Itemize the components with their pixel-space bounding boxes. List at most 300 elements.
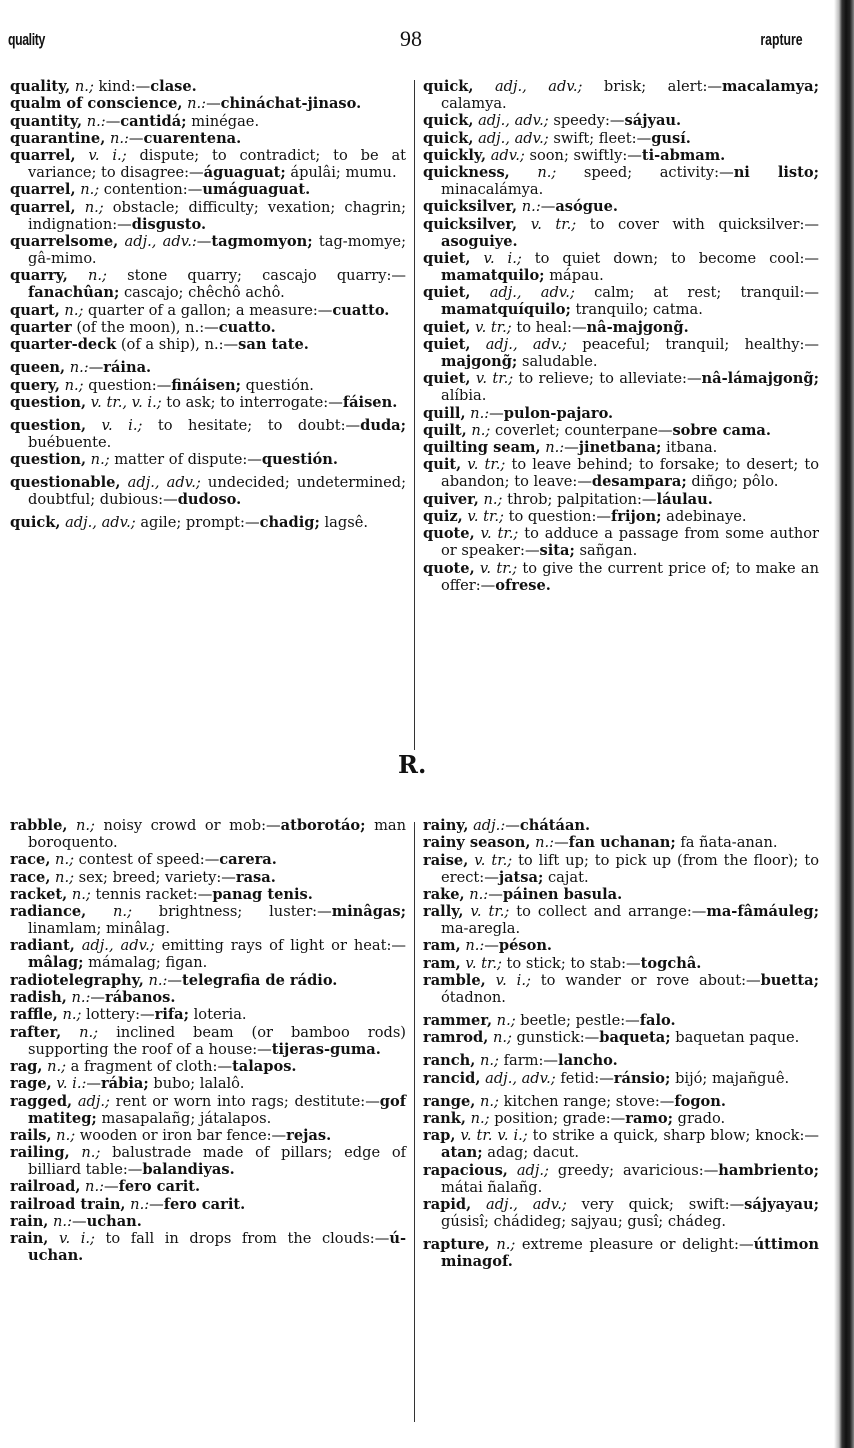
definition: to stick; to stab:— [501,954,641,972]
definition: stone quarry; cascajo quarry:— [106,267,406,285]
translation: ma-fâmáuleg; [706,903,819,921]
translation: ráina. [103,359,152,377]
grammar-label: n.; [90,451,110,469]
translation: mamatquilo; [441,267,545,285]
alternate-forms: cascajo; chêchô achô. [119,284,285,302]
headword: radiance, [10,903,87,921]
dictionary-entry [10,95,406,112]
headword: quarry, [10,267,68,285]
dictionary-entry [423,560,819,594]
dictionary-entry [10,147,406,181]
grammar-label: n.: [148,971,168,989]
grammar-label: n.; [71,885,91,903]
dictionary-entry [10,474,406,508]
definition: to quiet down; to become cool:— [521,250,820,268]
translation: baqueta; [599,1029,671,1047]
headword: query, [10,376,60,394]
headword: rally, [423,903,464,921]
translation: rasa. [235,868,276,886]
dictionary-entry [423,250,819,284]
translation: falo. [639,1012,676,1030]
headword: quiet, [423,335,471,353]
translation: chináchat-jinaso. [220,95,362,113]
definition: to relieve; to alleviate:— [513,370,702,388]
dictionary-entry [423,1093,819,1110]
grammar-label: adj., adv.; [485,335,567,353]
headword: radish, [10,989,67,1007]
headword: ram, [423,954,461,972]
headword: quick, [10,514,61,532]
headword: qualm of conscience, [10,95,183,113]
grammar-label: n.; [64,301,84,319]
grammar-label: adj., adv.; [65,514,136,532]
dictionary-entry [423,508,819,525]
grammar-label: v. tr.; [467,508,504,526]
headword: rapacious, [423,1161,508,1179]
grammar-label: adj., adv.; [478,112,549,130]
alternate-forms: calamya. [441,95,507,112]
translation: rifa; [154,1006,189,1024]
translation: telegrafia de rádio. [182,971,338,989]
alternate-forms: lagsê. [319,514,368,532]
alternate-forms: mápau. [544,267,604,285]
grammar-label: n.: [130,1195,150,1213]
definition: — [206,95,221,113]
grammar-label: v. i.; [495,972,531,990]
grammar-label: adj., adv.; [494,78,583,95]
translation: sita; [539,542,575,560]
definition: wooden or iron bar fence:— [75,1126,287,1144]
translation: rejas. [286,1126,332,1144]
grammar-label: adj., adv.; [485,1069,556,1087]
headword: quick, [423,129,474,147]
dictionary-entry [423,422,819,439]
headword: quart, [10,301,60,319]
definition: to give the current price of; to make an offer:— [441,559,819,594]
headword: question, [10,393,87,411]
definition: agile; prompt:— [135,514,260,532]
definition: — [90,989,106,1007]
alternate-forms: baquetan paque. [670,1029,800,1047]
definition: to ask; to interrogate:— [161,393,343,411]
dictionary-entry [423,112,819,129]
dictionary-entry [423,1236,819,1270]
definition: — [196,233,212,251]
dictionary-entry [423,972,819,1006]
translation: fero carit. [118,1178,201,1196]
alternate-forms: grado. [673,1109,726,1127]
grammar-label: adj., adv.: [124,233,197,251]
headword: radiant, [10,937,75,955]
headword: rake, [423,885,465,903]
translation: buetta; [760,972,820,990]
dictionary-entry [10,377,406,394]
dictionary-entry [423,1127,819,1161]
definition: (of a ship), n.:— [116,336,239,354]
alternate-forms: bubo; lalalô. [148,1075,245,1093]
headword: quick, [423,78,474,95]
dictionary-entry [10,78,406,95]
section-letter-heading: R. [398,750,427,779]
definition: contest of speed:— [74,851,220,869]
translation: sobre cama. [672,421,771,439]
dictionary-entry [10,417,406,451]
translation: asoguiye. [441,232,518,250]
headword: quiet, [423,284,471,302]
alternate-forms: fa ñata-anan. [675,834,778,852]
grammar-label: v. tr.; [467,456,506,474]
definition: quarter of a gallon; a measure:— [83,301,333,319]
grammar-label: n.; [496,1235,516,1253]
grammar-label: n.; [492,1029,512,1047]
definition: soon; swiftly:— [524,146,642,164]
alternate-forms: ma-aregla. [441,920,521,938]
headword: quarrelsome, [10,233,119,251]
grammar-label: n.; [76,817,95,834]
definition: tennis racket:— [90,885,213,903]
definition: — [488,885,503,903]
right-guide-word: rapture [760,30,803,49]
translation: minâgas; [331,903,407,921]
grammar-label: v. i.; [101,416,143,434]
definition: gunstick:— [511,1029,600,1047]
translation: ni listo; [733,164,819,182]
headword: questionable, [10,474,121,492]
grammar-label: n.; [479,1052,499,1070]
translation: chátáan. [519,817,591,834]
dictionary-entry [423,1012,819,1029]
translation: dudoso. [177,491,242,509]
translation: fero carit. [163,1195,246,1213]
definition: kind:— [93,78,151,95]
grammar-label: v. tr.; [530,215,577,233]
alternate-forms: mámalag; figan. [83,954,208,972]
headword: quicksilver, [423,198,518,216]
headword: rainy season, [423,834,531,852]
dictionary-entry [423,955,819,972]
definition: brisk; alert:— [582,78,722,95]
definition: contention:— [99,181,203,199]
grammar-label: n.; [79,1023,99,1041]
translation: fináisen; [171,376,242,394]
r-left-column [10,817,406,1265]
dictionary-entry [10,972,406,989]
dictionary-entry [10,302,406,319]
grammar-label: n.: [53,1213,72,1231]
grammar-label: v. tr.; [475,370,514,388]
definition: question:— [83,376,172,394]
translation: fogon. [674,1092,726,1110]
translation: jatsa; [498,868,544,886]
headword: rain, [10,1213,49,1231]
dictionary-entry [10,181,406,198]
headword: railroad, [10,1178,81,1196]
headword: rancid, [423,1069,481,1087]
dictionary-entry [10,1058,406,1075]
dictionary-entry [10,1093,406,1127]
dictionary-entry [423,1162,819,1196]
grammar-label: v. i.; [483,250,522,268]
headword: quickness, [423,164,510,182]
headword: racket, [10,885,68,903]
translation: nâ-lámajgong̃; [701,370,819,388]
headword: railroad train, [10,1195,126,1213]
grammar-label: n.: [85,1178,105,1196]
dictionary-entry [10,130,406,147]
grammar-label: adv.; [490,146,525,164]
translation: úttimon minagof. [441,1235,819,1270]
dictionary-entry [10,233,406,267]
definition: very quick; swift:— [566,1195,745,1213]
translation: lancho. [558,1052,618,1070]
headword: rage, [10,1075,52,1093]
translation: nâ-majgong̃. [586,318,689,336]
headword: quantity, [10,112,83,130]
translation: chadig; [259,514,320,532]
translation: sájyau. [624,112,682,130]
dictionary-entry [423,439,819,456]
translation: ti-abmam. [641,146,726,164]
translation: macalamya; [721,78,819,95]
dictionary-entry [10,1213,406,1230]
translation: rábia; [100,1075,149,1093]
grammar-label: n.: [109,129,129,147]
grammar-label: n.; [55,868,75,886]
dictionary-entry [423,456,819,490]
dictionary-entry [423,817,819,834]
dictionary-entry [423,164,819,198]
translation: uchan. [86,1213,142,1231]
column-divider [414,822,415,1422]
definition: — [484,937,499,955]
grammar-label: v. tr.; [474,851,513,869]
dictionary-entry [423,198,819,215]
headword: quicksilver, [423,215,518,233]
translation: rábanos. [105,989,176,1007]
dictionary-entry [10,199,406,233]
definition: — [564,439,579,457]
definition: to hesitate; to doubt:— [142,416,361,434]
dictionary-entry [10,336,406,353]
translation: páinen basula. [502,885,623,903]
headword: quarrel, [10,181,76,199]
headword: quarantine, [10,129,106,147]
alternate-forms: adebinaye. [661,508,747,526]
definition: — [167,971,183,989]
grammar-label: v. tr.; [475,318,512,336]
alternate-forms: minégae. [186,112,260,130]
alternate-forms: itbana. [661,439,718,457]
translation: atborotáo; [280,817,366,834]
dictionary-entry [423,852,819,886]
definition: dispute; to contradict; to be at variance; to disagree:— [28,147,407,182]
definition: — [505,817,520,834]
grammar-label: n.; [47,1057,67,1075]
dictionary-entry [423,405,819,422]
definition: to cover with quicksilver:— [576,215,819,233]
q-right-column [423,78,819,594]
grammar-label: n.: [535,834,555,852]
translation: cuarentena. [143,129,242,147]
dictionary-entry [10,817,406,851]
grammar-label: n.; [113,903,132,921]
grammar-label: v. tr., v. i.; [90,393,162,411]
grammar-label: n.; [479,1092,499,1110]
definition: — [104,1178,119,1196]
headword: quarrel, [10,198,76,216]
translation: disgusto. [131,215,207,233]
dictionary-entry [423,491,819,508]
grammar-label: v. tr.; [465,954,502,972]
translation: clase. [150,78,197,95]
dictionary-entry [423,216,819,250]
headword: rabble, [10,817,68,834]
dictionary-entry [423,1110,819,1127]
dictionary-entry [423,1196,819,1230]
grammar-label: n.; [56,1126,76,1144]
headword: quilt, [423,421,467,439]
alternate-forms: alíbia. [441,387,487,405]
alternate-forms: tag-momye; gâ-mimo. [28,233,406,268]
headword: ram, [423,937,461,955]
translation: cuatto. [218,318,276,336]
definition: undecided; undetermined; doubtful; dubious:— [28,474,406,509]
grammar-label: adj., adv.; [81,937,155,955]
dictionary-entry [423,834,819,851]
headword: quit, [423,456,462,474]
grammar-label: n.: [470,404,490,422]
headword: range, [423,1092,476,1110]
headword: question, [10,451,87,469]
definition: rent or worn into rags; destitute:— [109,1092,380,1110]
grammar-label: n.; [483,490,503,508]
dictionary-entry [10,394,406,411]
translation: carera. [219,851,277,869]
definition: noisy crowd or mob:— [94,817,281,834]
definition: position; grade:— [489,1109,626,1127]
definition: — [554,834,569,852]
alternate-forms: loteria. [188,1006,247,1024]
dictionary-entry [423,336,819,370]
headword: quiet, [423,370,471,388]
headword: quote, [423,525,475,543]
dictionary-entry [10,1178,406,1195]
definition: to fall in drops from the clouds:— [94,1230,390,1248]
dictionary-entry [423,147,819,164]
headword: ramrod, [423,1029,489,1047]
headword: rafter, [10,1023,62,1041]
headword: quarrel, [10,147,76,165]
translation: tijeras-guma. [271,1040,381,1058]
grammar-label: n.; [64,376,84,394]
translation: atan; [441,1144,483,1162]
headword: rammer, [423,1012,493,1030]
translation: águaguat; [203,164,286,182]
headword: queen, [10,359,66,377]
headword: rapid, [423,1195,472,1213]
translation: balandiyas. [142,1161,235,1179]
grammar-label: v. i.: [56,1075,87,1093]
grammar-label: n.; [470,1109,490,1127]
grammar-label: n.; [537,164,557,182]
definition: coverlet; counterpane— [490,421,673,439]
translation: asógue. [555,198,618,216]
alternate-forms: sañgan. [574,542,638,560]
dictionary-entry [423,370,819,404]
grammar-label: n.: [69,359,89,377]
headword: raise, [423,851,469,869]
grammar-label: adj.; [77,1092,110,1110]
dictionary-entry [423,130,819,147]
definition: calm; at rest; tranquil:— [574,284,819,302]
headword: question, [10,416,87,434]
dictionary-entry [10,989,406,1006]
grammar-label: n.: [545,439,565,457]
grammar-label: n.: [187,95,207,113]
definition: — [540,198,556,216]
grammar-label: v. i.; [88,147,127,165]
dictionary-entry [10,851,406,868]
alternate-forms: cajat. [543,868,589,886]
definition: to collect and arrange:— [509,903,707,921]
headword: race, [10,868,51,886]
translation: umáguaguat. [202,181,311,199]
translation: san tate. [238,336,309,354]
definition: inclined beam (or bamboo rods) supporting the roof of a house:— [28,1023,407,1058]
grammar-label: adj., adv.; [478,129,549,147]
definition: a fragment of cloth:— [66,1057,233,1075]
definition: to wander or rove about:— [530,972,761,990]
definition: greedy; avaricious:— [548,1161,719,1179]
column-divider [414,80,415,750]
translation: cuatto. [332,301,390,319]
headword: ranch, [423,1052,476,1070]
headword: quick, [423,112,474,130]
headword: ragged, [10,1092,73,1110]
headword: rain, [10,1230,49,1248]
alternate-forms: linamlam; minâlag. [28,920,170,938]
headword: quote, [423,559,475,577]
definition: beetle; pestle:— [515,1012,640,1030]
translation: questión. [261,451,338,469]
definition: to adduce a passage from some author or speaker:— [441,525,819,560]
definition: obstacle; difficulty; vexation; chagrin; indignation:— [28,198,407,233]
translation: cantidá; [120,112,187,130]
translation: ú-uchan. [28,1230,406,1265]
dictionary-entry [423,903,819,937]
alternate-forms: tranquilo; catma. [570,301,703,319]
left-guide-word: quality [8,30,45,49]
grammar-label: adj., adv.; [127,474,201,492]
headword: quiet, [423,318,471,336]
headword: quiet, [423,250,471,268]
grammar-label: adj., adv.; [489,284,575,302]
translation: pulon-pajaro. [503,404,614,422]
grammar-label: n.: [71,989,91,1007]
dictionary-entry [423,284,819,318]
headword: quilting seam, [423,439,541,457]
running-head [8,26,803,52]
headword: quiver, [423,490,479,508]
grammar-label: n.; [55,851,75,869]
dictionary-entry [423,1052,819,1069]
translation: gof matiteg; [28,1092,407,1127]
q-left-column [10,78,406,531]
definition: farm:— [498,1052,559,1070]
grammar-label: n.; [471,421,491,439]
headword: quality, [10,78,71,95]
dictionary-entry [423,1029,819,1046]
